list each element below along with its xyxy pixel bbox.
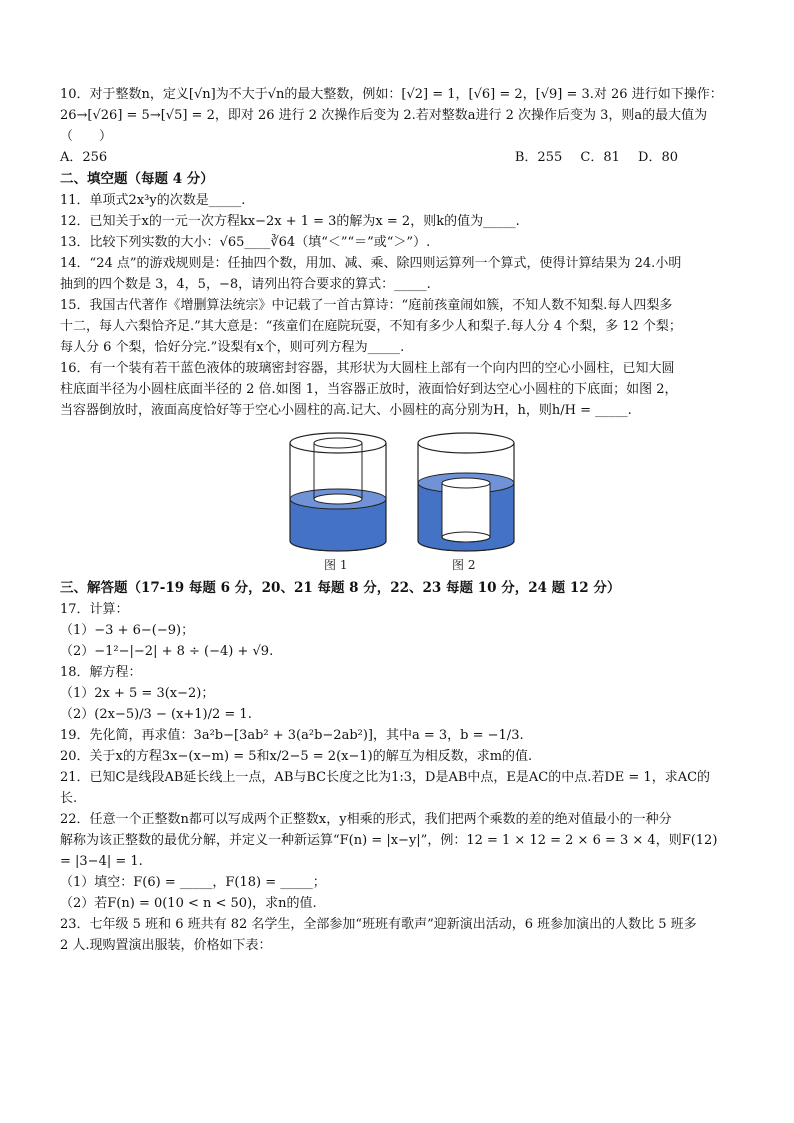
q18: 18．解方程： — [60, 665, 142, 680]
q22-line-2: 解称为该正整数的最优分解，并定义一种新运算“F(n) = |x−y|”，例：12 = 1 × 12 = 2 × 6 = 3 × 4，则F(12) — [60, 833, 718, 848]
q22-part-2: （2）若F(n) = 0(10 < n < 50)，求n的值. — [60, 896, 317, 911]
q22-line-3: = |3−4| = 1. — [60, 854, 143, 869]
q23-line-1: 23．七年级 5 班和 6 班共有 82 名学生，全部参加“班班有歌声”迎新演出活动，6 班参加演出的人数比 5 班多 — [60, 917, 697, 932]
q22-line-1: 22．任意一个正整数n都可以写成两个正整数x，y相乘的形式，我们把两个乘数的差的绝对值最小的一种分 — [60, 812, 672, 827]
q18-part-1: （1）2x + 5 = 3(x−2)； — [60, 686, 215, 701]
q21-line-1: 21．已知C是线段AB延长线上一点，AB与BC长度之比为1:3，D是AB中点，E是AC的中点.若DE = 1，求AC的 — [60, 770, 711, 785]
q10-options — [60, 147, 740, 168]
q13: 13．比较下列实数的大小：√65____∛64（填“＜”“＝”或“＞”）. — [60, 235, 431, 250]
cylinder-figures — [60, 425, 740, 575]
q10-line-2: 26→[√26] = 5→[√5] = 2，即对 26 进行 2 次操作后变为 2.若对整数a进行 2 次操作后变为 3，则a的最大值为 — [60, 108, 708, 123]
q10-option-c: C．81 — [580, 150, 620, 165]
figure-2-caption: 图 2 — [452, 558, 476, 572]
q10-line-3: （ ） — [60, 129, 113, 144]
q12: 12．已知关于x的一元一次方程kx−2x + 1 = 3的解为x = 2，则k的值为_____. — [60, 214, 520, 229]
q11: 11．单项式2x³y的次数是_____. — [60, 193, 246, 208]
q16-line-3: 当容器倒放时，液面高度恰好等于空心小圆柱的高.记大、小圆柱的高分别为H，h，则h/H = _____. — [60, 403, 632, 418]
q10-options-right — [501, 147, 678, 168]
q23-line-2: 2 人.现购置演出服装，价格如下表： — [60, 938, 272, 953]
q14-line-1: 14．“24 点”的游戏规则是：任抽四个数，用加、减、乘、除四则运算列一个算式，使得计算结果为 24.小明 — [60, 256, 682, 271]
figure-2 — [418, 433, 514, 572]
q19: 19．先化简，再求值：3a²b−[3ab² + 3(a²b−2ab²)]，其中a = 3，b = −1/3. — [60, 728, 524, 743]
cylinder-diagram — [282, 425, 522, 575]
section-3-heading: 三、解答题（17-19 每题 6 分，20、21 每题 8 分，22、23 每题 10 分，24 题 12 分） — [60, 580, 621, 596]
q16-line-1: 16．有一个装有若干蓝色液体的玻璃密封容器，其形状为大圆柱上部有一个向内凹的空心小圆柱，已知大圆 — [60, 361, 675, 376]
q15-line-3: 每人分 6 个梨，恰好分完.”设梨有x个，则可列方程为_____. — [60, 340, 405, 355]
q16-line-2: 柱底面半径为小圆柱底面半径的 2 倍.如图 1，当容器正放时，液面恰好到达空心小圆柱的下底面；如图 2， — [60, 382, 678, 397]
q10-line-1: 10．对于整数n，定义[√n]为不大于√n的最大整数，例如：[√2] = 1，[√6] = 2，[√9] = 3.对 26 进行如下操作： — [60, 87, 723, 102]
q21-line-2: 长. — [60, 791, 78, 806]
section-2-heading: 二、填空题（每题 4 分） — [60, 171, 214, 187]
figure-1 — [290, 433, 386, 572]
q17: 17．计算： — [60, 602, 129, 617]
q14-line-2: 抽到的四个数是 3，4，5，−8，请列出符合要求的算式：_____. — [60, 277, 431, 292]
q20: 20．关于x的方程3x−(x−m) = 5和x/2−5 = 2(x−1)的解互为相反数，求m的值. — [60, 749, 533, 764]
q15-line-1: 15．我国古代著作《增删算法统宗》中记载了一首古算诗：“庭前孩童闹如簇，不知人数不知梨.每人四梨多 — [60, 298, 673, 313]
q10-option-b: B．255 — [514, 150, 563, 165]
q18-part-2: （2）(2x−5)/3 − (x+1)/2 = 1. — [60, 707, 252, 722]
q17-part-2: （2）−1²−|−2| + 8 ÷ (−4) + √9. — [60, 644, 274, 659]
q15-line-2: 十二，每人六梨恰齐足.”其大意是：“孩童们在庭院玩耍，不知有多少人和梨子.每人分 4 个梨，多 12 个梨； — [60, 319, 682, 334]
q10-option-a: A．256 — [60, 150, 108, 165]
q22-part-1: （1）填空：F(6) = _____，F(18) = _____； — [60, 875, 326, 890]
q17-part-1: （1）−3 + 6−(−9)； — [60, 623, 195, 638]
figure-1-caption: 图 1 — [324, 558, 348, 572]
q10-option-d: D．80 — [638, 150, 678, 165]
exam-page — [60, 84, 740, 956]
